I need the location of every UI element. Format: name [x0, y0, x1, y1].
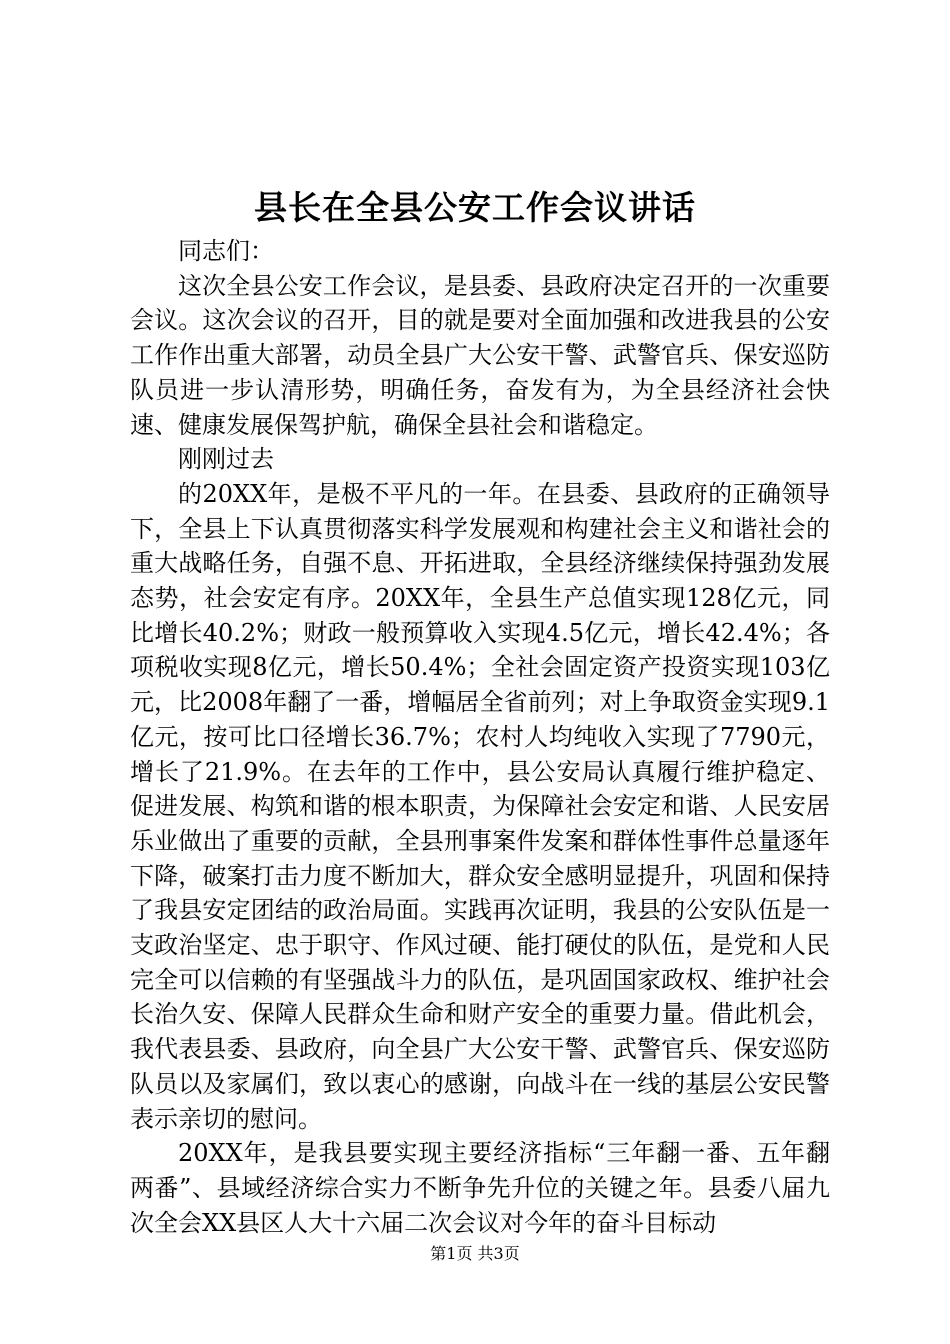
page-footer: 第1页 共3页 [430, 1244, 520, 1263]
body-paragraph: 刚刚过去 [178, 445, 274, 474]
document-title: 县长在全县公安工作会议讲话 [254, 188, 696, 227]
body-paragraph: 这次全县公安工作会议，是县委、县政府决定召开的一次重要会议。这次会议的召开，目的就是要对全面加强和改进我县的公安工作作出重大部署，动员全县广大公安干警、武警官兵、保安巡防队员进一步认清形势，明确任务，奋发有为，为全县经济社会快速、健康发展保驾护航，确保全县社会和谐稳定。 [130, 271, 830, 439]
body-paragraph: 20XX年，是我县要实现主要经济指标“三年翻一番、五年翻两番”、县域经济综合实力不断争先升位的关键之年。县委八届九次全会XX县区人大十六届二次会议对今年的奋斗目标动 [130, 1139, 830, 1237]
document-body [130, 234, 830, 1240]
body-paragraph: 的20XX年，是极不平凡的一年。在县委、县政府的正确领导下，全县上下认真贯彻落实科学发展观和构建社会主义和谐社会的重大战略任务，自强不息、开拓进取，全县经济继续保持强劲发展态势，社会安定有序。20XX年，全县生产总值实现128亿元，同比增长40.2%；财政一般预算收入实现4.5亿元，增长42.4%；各项税收实现8亿元，增长50.4%；全社会固定资产投资实现103亿元，比2008年翻了一番，增幅居全省前列；对上争取资金实现9.1亿元，按可比口径增长36.7%；农村人均纯收入实现了7790元，增长了21.9%。在去年的工作中，县公安局认真履行维护稳定、促进发展、构筑和谐的根本职责，为保障社会安定和谐、人民安居乐业做出了重要的贡献，全县刑事案件发案和群体性事件总量逐年下降，破案打击力度不断加大，群众安全感明显提升，巩固和保持了我县安定团结的政治局面。实践再次证明，我县的公安队伍是一支政治坚定、忠于职守、作风过硬、能打硬仗的队伍，是党和人民完全可以信赖的有坚强战斗力的队伍，是巩固国家政权、维护社会长治久安、保障人民群众生命和财产安全的重要力量。借此机会，我代表县委、县政府，向全县广大公安干警、武警官兵、保安巡防队员以及家属们，致以衷心的感谢，向战斗在一线的基层公安民警表示亲切的慰问。 [130, 479, 830, 1133]
salutation-paragraph: 同志们： [178, 237, 274, 265]
